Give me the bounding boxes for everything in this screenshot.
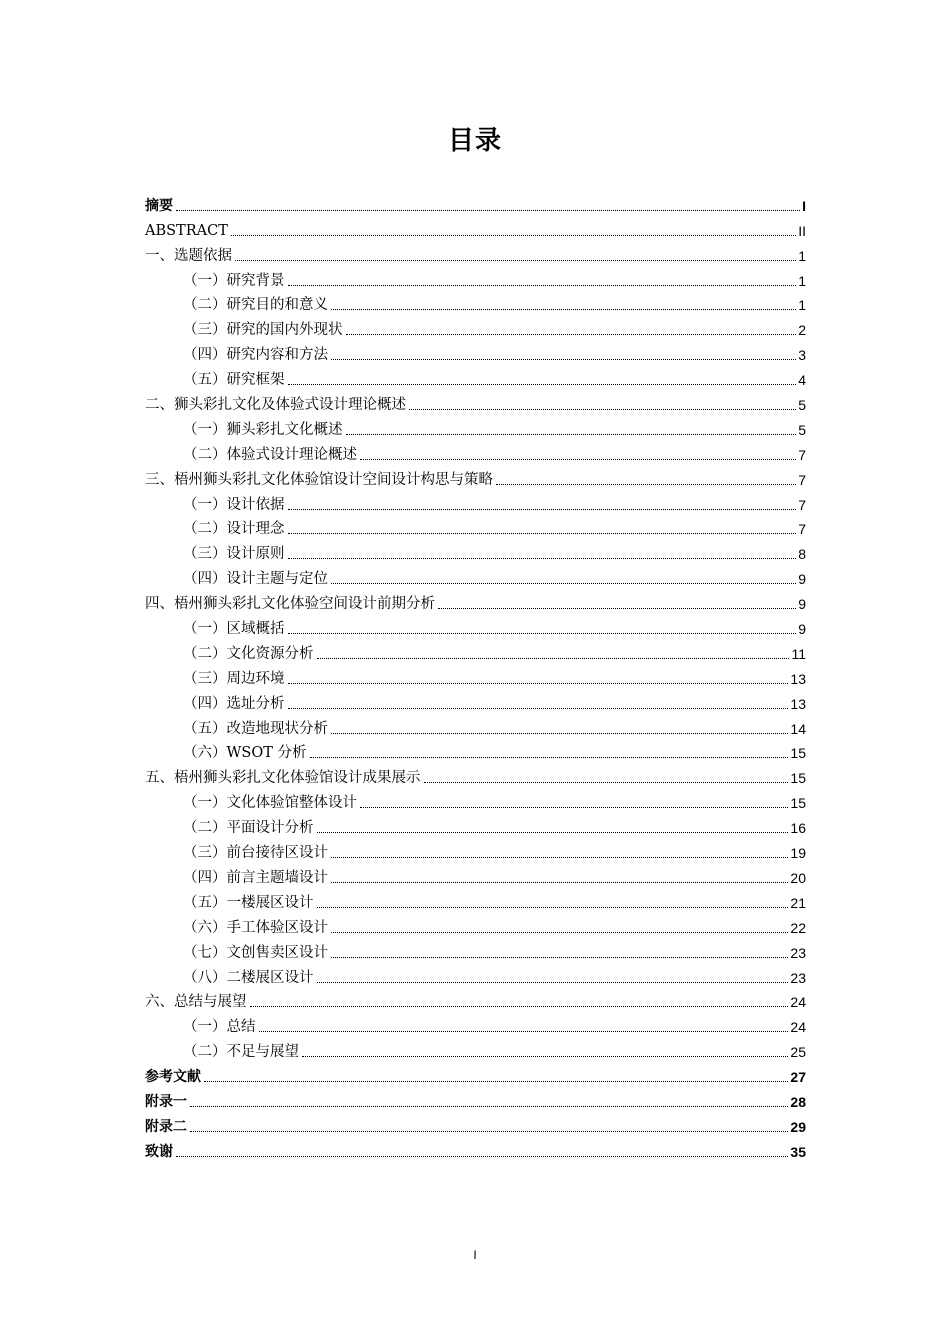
- toc-entry-page: 28: [790, 1093, 806, 1110]
- toc-entry-page: 35: [790, 1143, 806, 1160]
- toc-entry-page: 1: [798, 272, 806, 289]
- toc-entry[interactable]: [145, 464, 806, 489]
- toc-entry[interactable]: [145, 937, 806, 962]
- toc-entry-page: 15: [790, 795, 806, 812]
- toc-entry-page: 21: [790, 894, 806, 911]
- toc-entry-label: 五、梧州狮头彩扎文化体验馆设计成果展示: [145, 770, 421, 787]
- toc-entry-label: （三）设计原则: [183, 546, 285, 563]
- toc-entry-label: 参考文献: [145, 1069, 201, 1086]
- table-of-contents: [145, 190, 806, 1161]
- toc-dot-leader: [360, 806, 788, 808]
- toc-entry-page: 2: [798, 322, 806, 339]
- toc-entry-page: 23: [790, 969, 806, 986]
- toc-entry-label: ABSTRACT: [145, 222, 228, 239]
- toc-dot-leader: [288, 632, 797, 634]
- toc-entry[interactable]: [145, 414, 806, 439]
- toc-dot-leader: [288, 707, 789, 709]
- toc-dot-leader: [310, 756, 789, 758]
- toc-entry[interactable]: [145, 1111, 806, 1136]
- toc-entry[interactable]: [145, 738, 806, 763]
- toc-entry[interactable]: [145, 439, 806, 464]
- toc-entry-page: 9: [798, 571, 806, 588]
- toc-entry[interactable]: [145, 912, 806, 937]
- toc-entry[interactable]: [145, 862, 806, 887]
- toc-entry[interactable]: [145, 190, 806, 215]
- toc-dot-leader: [424, 781, 789, 783]
- toc-entry[interactable]: [145, 215, 806, 240]
- toc-entry-page: 20: [790, 869, 806, 886]
- toc-dot-leader: [288, 532, 797, 534]
- toc-dot-leader: [288, 557, 797, 559]
- toc-entry[interactable]: [145, 837, 806, 862]
- toc-dot-leader: [331, 881, 788, 883]
- toc-dot-leader: [317, 831, 789, 833]
- toc-dot-leader: [235, 259, 796, 261]
- toc-entry-page: 7: [798, 496, 806, 513]
- toc-entry-label: 摘要: [145, 197, 173, 214]
- toc-entry[interactable]: [145, 812, 806, 837]
- toc-entry-label: （二）文化资源分析: [183, 645, 314, 662]
- toc-entry-label: 附录二: [145, 1118, 187, 1135]
- toc-entry-page: 4: [798, 372, 806, 389]
- toc-entry-label: 一、选题依据: [145, 247, 232, 264]
- toc-entry[interactable]: [145, 1036, 806, 1061]
- toc-entry-page: 29: [790, 1118, 806, 1135]
- toc-dot-leader: [331, 931, 788, 933]
- toc-dot-leader: [204, 1080, 788, 1082]
- toc-entry-label: （一）文化体验馆整体设计: [183, 795, 357, 812]
- toc-dot-leader: [360, 458, 796, 460]
- toc-entry[interactable]: [145, 887, 806, 912]
- toc-entry-page: 16: [790, 820, 806, 837]
- toc-dot-leader: [176, 209, 800, 211]
- toc-entry[interactable]: [145, 638, 806, 663]
- toc-entry-page: 9: [798, 621, 806, 638]
- toc-dot-leader: [288, 383, 797, 385]
- toc-dot-leader: [190, 1105, 788, 1107]
- toc-entry[interactable]: [145, 613, 806, 638]
- toc-entry-page: 9: [798, 596, 806, 613]
- toc-entry-label: （七）文创售卖区设计: [183, 944, 328, 961]
- toc-entry-page: 1: [798, 247, 806, 264]
- toc-dot-leader: [176, 1155, 788, 1157]
- toc-entry-page: 7: [798, 446, 806, 463]
- toc-dot-leader: [331, 732, 788, 734]
- toc-dot-leader: [346, 433, 797, 435]
- toc-entry[interactable]: [145, 389, 806, 414]
- toc-entry-page: 13: [790, 670, 806, 687]
- toc-dot-leader: [302, 1055, 788, 1057]
- toc-entry[interactable]: [145, 538, 806, 563]
- toc-entry[interactable]: [145, 364, 806, 389]
- toc-entry[interactable]: [145, 713, 806, 738]
- toc-entry-label: （二）研究目的和意义: [183, 297, 328, 314]
- toc-dot-leader: [409, 408, 796, 410]
- toc-entry-label: （一）研究背景: [183, 272, 285, 289]
- toc-dot-leader: [190, 1130, 788, 1132]
- toc-entry-page: 24: [790, 994, 806, 1011]
- toc-dot-leader: [250, 1005, 789, 1007]
- toc-entry-label: （六）WSOT 分析: [183, 745, 307, 762]
- toc-entry-label: （五）一楼展区设计: [183, 894, 314, 911]
- toc-entry-page: 13: [790, 695, 806, 712]
- toc-entry-page: 22: [790, 919, 806, 936]
- page-title: 目录: [447, 126, 502, 156]
- toc-entry[interactable]: [145, 762, 806, 787]
- toc-entry-label: （三）前台接待区设计: [183, 845, 328, 862]
- toc-entry-page: 11: [791, 645, 806, 662]
- toc-dot-leader: [231, 234, 796, 236]
- toc-entry-page: 15: [790, 745, 806, 762]
- toc-dot-leader: [317, 906, 789, 908]
- toc-entry-label: 四、梧州狮头彩扎文化体验空间设计前期分析: [145, 596, 435, 613]
- toc-dot-leader: [331, 308, 796, 310]
- toc-entry[interactable]: [145, 1011, 806, 1036]
- toc-entry[interactable]: [145, 688, 806, 713]
- toc-entry-page: 3: [798, 347, 806, 364]
- toc-entry[interactable]: [145, 1086, 806, 1111]
- toc-dot-leader: [496, 483, 796, 485]
- toc-entry-label: （三）周边环境: [183, 670, 285, 687]
- page-number: I: [473, 1248, 477, 1262]
- toc-entry[interactable]: [145, 1136, 806, 1161]
- toc-entry[interactable]: [145, 663, 806, 688]
- toc-entry-label: 二、狮头彩扎文化及体验式设计理论概述: [145, 397, 406, 414]
- toc-entry-label: 六、总结与展望: [145, 994, 247, 1011]
- toc-entry[interactable]: [145, 1061, 806, 1086]
- toc-entry-label: （二）平面设计分析: [183, 820, 314, 837]
- toc-dot-leader: [331, 582, 796, 584]
- toc-entry-label: （五）改造地现状分析: [183, 720, 328, 737]
- toc-dot-leader: [288, 284, 797, 286]
- toc-entry-page: II: [798, 222, 806, 239]
- toc-entry-label: （四）前言主题墙设计: [183, 869, 328, 886]
- toc-entry-page: 5: [798, 397, 806, 414]
- toc-entry[interactable]: [145, 489, 806, 514]
- toc-entry-label: （二）体验式设计理论概述: [183, 446, 357, 463]
- toc-entry[interactable]: [145, 514, 806, 539]
- toc-entry-label: （三）研究的国内外现状: [183, 322, 343, 339]
- toc-dot-leader: [346, 333, 797, 335]
- toc-entry-page: I: [802, 197, 806, 214]
- toc-entry[interactable]: [145, 265, 806, 290]
- toc-entry-page: 24: [790, 1019, 806, 1036]
- toc-entry-page: 25: [790, 1044, 806, 1061]
- toc-entry-label: 致谢: [145, 1143, 173, 1160]
- toc-entry[interactable]: [145, 339, 806, 364]
- toc-entry-label: （六）手工体验区设计: [183, 919, 328, 936]
- toc-entry-label: （一）设计依据: [183, 496, 285, 513]
- toc-entry-label: （四）设计主题与定位: [183, 571, 328, 588]
- toc-entry-page: 15: [790, 770, 806, 787]
- toc-entry-page: 23: [790, 944, 806, 961]
- toc-entry-page: 27: [790, 1069, 806, 1086]
- toc-entry[interactable]: [145, 987, 806, 1012]
- toc-entry-page: 1: [798, 297, 806, 314]
- toc-entry[interactable]: [145, 240, 806, 265]
- toc-dot-leader: [438, 607, 796, 609]
- toc-dot-leader: [317, 657, 790, 659]
- toc-entry-label: （二）设计理念: [183, 521, 285, 538]
- toc-entry[interactable]: [145, 563, 806, 588]
- toc-entry-label: 三、梧州狮头彩扎文化体验馆设计空间设计构思与策略: [145, 471, 493, 488]
- toc-entry-page: 19: [790, 845, 806, 862]
- toc-entry-label: （四）选址分析: [183, 695, 285, 712]
- toc-dot-leader: [288, 508, 797, 510]
- toc-dot-leader: [317, 981, 789, 983]
- toc-entry-page: 14: [790, 720, 806, 737]
- toc-entry[interactable]: [145, 588, 806, 613]
- toc-dot-leader: [331, 358, 796, 360]
- toc-entry[interactable]: [145, 787, 806, 812]
- toc-entry-label: 附录一: [145, 1093, 187, 1110]
- toc-entry-label: （一）总结: [183, 1019, 256, 1036]
- toc-dot-leader: [259, 1030, 789, 1032]
- toc-entry-page: 7: [798, 471, 806, 488]
- toc-dot-leader: [331, 856, 788, 858]
- toc-dot-leader: [288, 682, 789, 684]
- toc-entry[interactable]: [145, 962, 806, 987]
- toc-entry-page: 7: [798, 521, 806, 538]
- toc-entry-label: （一）区域概括: [183, 621, 285, 638]
- toc-entry[interactable]: [145, 290, 806, 315]
- toc-entry-label: （一）狮头彩扎文化概述: [183, 421, 343, 438]
- toc-entry-page: 8: [798, 546, 806, 563]
- toc-entry-label: （五）研究框架: [183, 372, 285, 389]
- toc-dot-leader: [331, 956, 788, 958]
- toc-entry-label: （二）不足与展望: [183, 1044, 299, 1061]
- toc-entry-page: 5: [798, 421, 806, 438]
- toc-entry-label: （八）二楼展区设计: [183, 969, 314, 986]
- toc-entry-label: （四）研究内容和方法: [183, 347, 328, 364]
- toc-entry[interactable]: [145, 314, 806, 339]
